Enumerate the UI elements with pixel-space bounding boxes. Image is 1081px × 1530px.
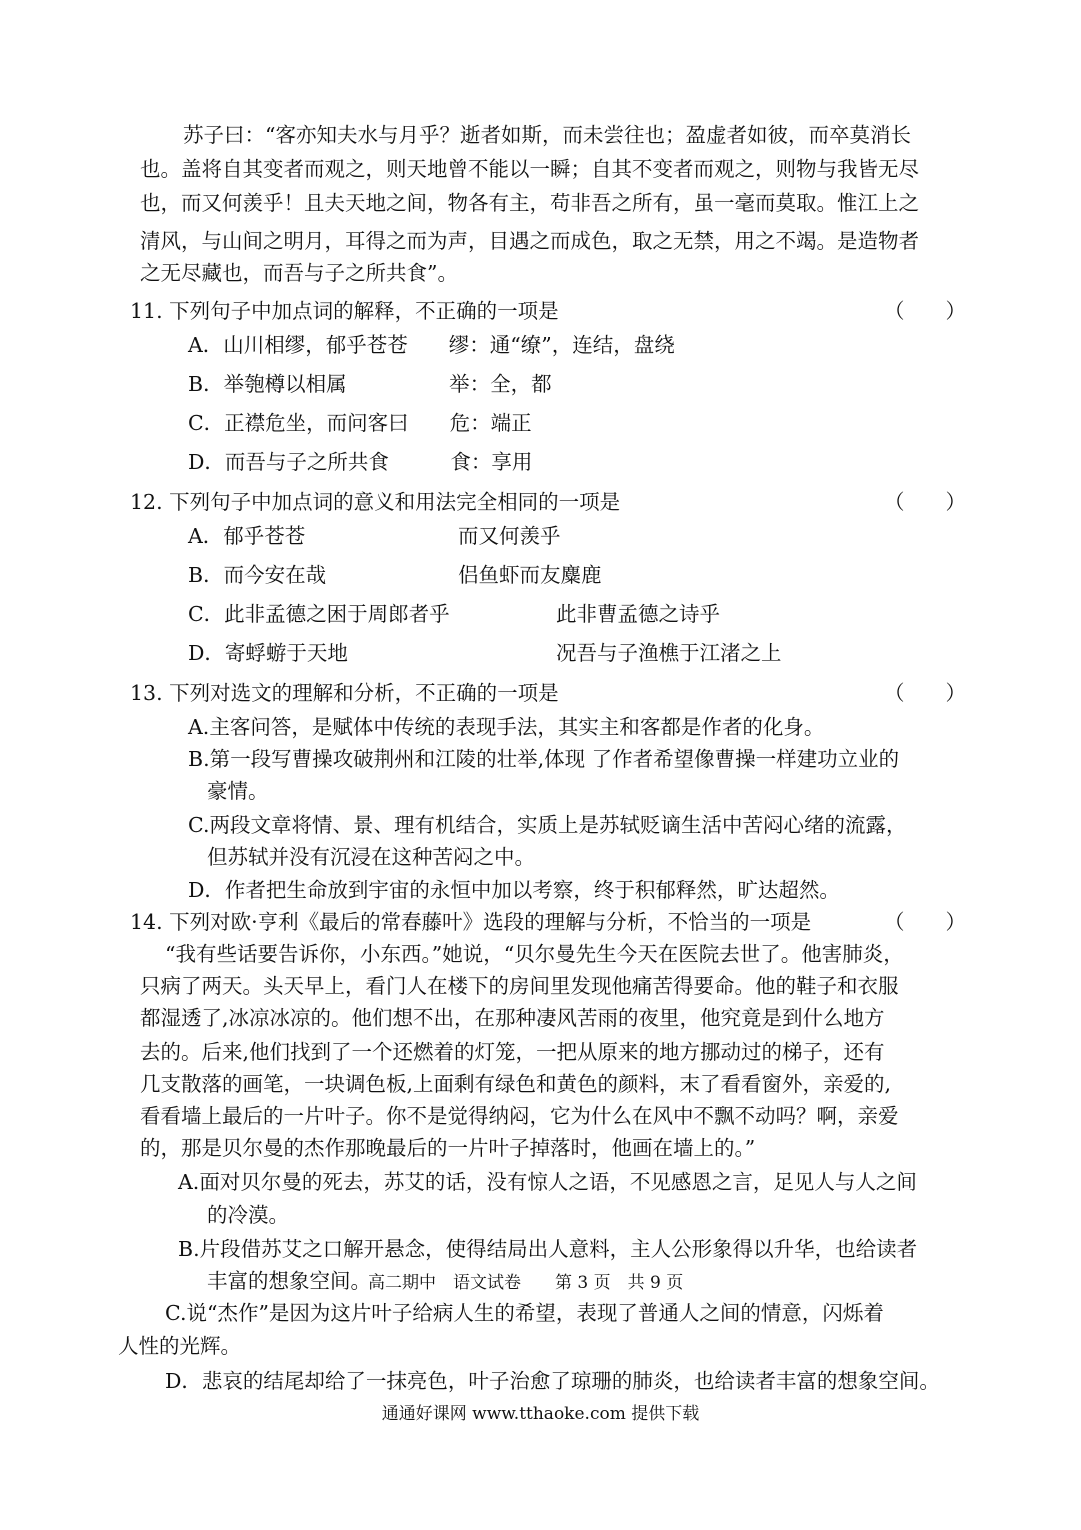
page-info-footer: 高二期中 语文试卷 第 3 页 共 9 页 [368,1273,684,1293]
question-14-stem: 14. 下列对欧·亨利《最后的常春藤叶》选段的理解与分析，不恰当的一项是 [130,910,812,934]
passage-line-2: 也。盖将自其变者而观之，则天地曾不能以一瞬；自其不变者而观之，则物与我皆无尽 [140,157,919,181]
question-12-option-b-left: B．而今安在哉 [188,563,327,587]
answer-blank-13[interactable]: （ ） [884,681,966,705]
question-11-option-c: C．正襟危坐，而问客曰 危：端正 [188,411,532,435]
excerpt-line-7: 的，那是贝尔曼的杰作那晚最后的一片叶子掉落时，他画在墙上的。” [140,1136,756,1160]
question-12-option-a-right: 而又何羡乎 [458,524,561,548]
question-11-option-d: D．而吾与子之所共食 食：享用 [188,450,533,474]
answer-blank-14[interactable]: （ ） [884,910,966,934]
excerpt-line-6: 看看墙上最后的一片叶子。你不是觉得纳闷，它为什么在风中不飘不动吗？啊，亲爱 [140,1104,899,1128]
passage-line-4: 清风，与山间之明月，耳得之而为声，目遇之而成色，取之无禁，用之不竭。是造物者 [140,229,919,253]
excerpt-line-3: 都湿透了,冰凉冰凉的。他们想不出，在那种凄风苦雨的夜里，他究竟是到什么地方 [140,1006,885,1030]
answer-blank-12[interactable]: （ ） [884,490,966,514]
question-11-stem: 11. 下列句子中加点词的解释，不正确的一项是 [130,299,559,323]
question-13-option-b-line-2: 豪情。 [207,779,269,803]
question-14-option-a-line-1: A.面对贝尔曼的死去，苏艾的话，没有惊人之语，不见感恩之言，足见人与人之间 [178,1170,917,1194]
question-13-option-c-line-2: 但苏轼并没有沉浸在这种苦闷之中。 [207,845,535,869]
excerpt-line-4: 去的。后来,他们找到了一个还燃着的灯笼，一把从原来的地方挪动过的梯子，还有 [140,1040,885,1064]
site-footer: 通通好课网 www.tthaoke.com 提供下载 [381,1404,700,1424]
passage-line-1: 苏子曰：“客亦知夫水与月乎？逝者如斯，而未尝往也；盈虚者如彼，而卒莫消长 [183,123,911,147]
question-12-option-c-left: C．此非孟德之困于周郎者乎 [188,602,450,626]
excerpt-line-5: 几支散落的画笔，一块调色板,上面剩有绿色和黄色的颜料，末了看看窗外，亲爱的, [140,1072,892,1096]
question-12-option-b-right: 侣鱼虾而友麋鹿 [458,563,602,587]
question-12-option-c-right: 此非曹孟德之诗乎 [556,602,720,626]
question-11-option-b: B．举匏樽以相属 举：全，都 [188,372,552,396]
question-12-stem: 12. 下列句子中加点词的意义和用法完全相同的一项是 [130,490,621,514]
question-14-option-c-line-2: 人性的光辉。 [118,1334,241,1358]
question-13-option-a: A.主客问答，是赋体中传统的表现手法，其实主和客都是作者的化身。 [188,715,825,739]
question-12-option-d-right: 况吾与子渔樵于江渚之上 [556,641,782,665]
question-12-option-d-left: D．寄蜉蝣于天地 [188,641,348,665]
question-14-option-a-line-2: 的冷漠。 [207,1203,289,1227]
excerpt-line-1: “我有些话要告诉你，小东西。”她说，“贝尔曼先生今天在医院去世了。他害肺炎， [165,942,904,966]
question-14-option-c-line-1: C.说“杰作”是因为这片叶子给病人生的希望，表现了普通人之间的情意，闪烁着 [165,1301,884,1325]
excerpt-line-2: 只病了两天。头天早上，看门人在楼下的房间里发现他痛苦得要命。他的鞋子和衣服 [140,974,899,998]
question-13-stem: 13. 下列对选文的理解和分析，不正确的一项是 [130,681,559,705]
question-13-option-d: D．作者把生命放到宇宙的永恒中加以考察，终于积郁释然，旷达超然。 [188,878,840,902]
question-12-option-a-left: A．郁乎苍苍 [188,524,306,548]
question-13-option-c-line-1: C.两段文章将情、景、理有机结合，实质上是苏轼贬谪生活中苦闷心绪的流露， [188,813,907,837]
question-11-option-a: A．山川相缪，郁乎苍苍 缪：通“缭”，连结，盘绕 [188,333,675,357]
answer-blank-11[interactable]: （ ） [884,299,966,323]
question-14-option-b-line-2: 丰富的想象空间。 [207,1269,371,1293]
passage-line-3: 也，而又何羡乎！且夫天地之间，物各有主，苟非吾之所有，虽一毫而莫取。惟江上之 [140,191,919,215]
passage-line-5: 之无尽藏也，而吾与子之所共食”。 [140,261,458,285]
question-14-option-b-line-1: B.片段借苏艾之口解开悬念，使得结局出人意料，主人公形象得以升华，也给读者 [178,1237,918,1261]
question-13-option-b-line-1: B.第一段写曹操攻破荆州和江陵的壮举,体现 了作者希望像曹操一样建功立业的 [188,747,900,771]
question-14-option-d: D．悲哀的结尾却给了一抹亮色，叶子治愈了琼珊的肺炎，也给读者丰富的想象空间。 [165,1369,940,1393]
